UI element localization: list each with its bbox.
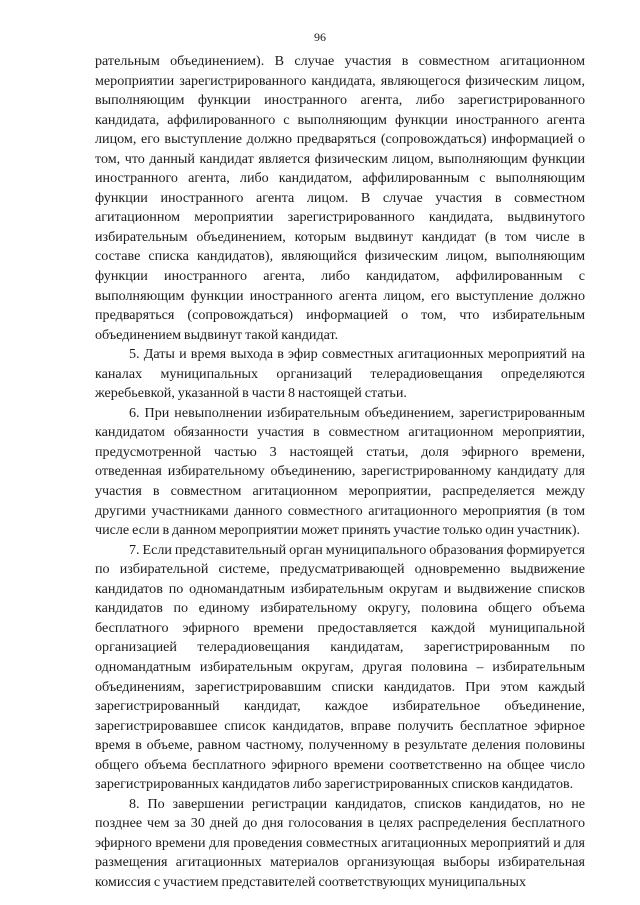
paragraph-7: 7. Если представительный орган муниципального образования формируется по избирательной системе, предусматривающей одновременно выдвижение кандидатов по одномандатным избирательным округам и выдвижение списков кандидатов по единому избирательному округу, половина общего объема бесплатного эфирного времени предоставляется каждой муниципальной организацией телерадиовещания кандидатам, зарегистрированным по одномандатным избирательным округам, другая половина – избирательным объединениям, зарегистрировавшим списки кандидатов. При этом каждый зарегистрированный кандидат, каждое избирательное объединение, зарегистрировавшее список кандидатов, вправе получить бесплатное эфирное время в объеме, равном частному, полученному в результате деления половины общего объема бесплатного эфирного времени соответственно на общее число зарегистрированных кандидатов либо зарегистрированных списков кандидатов. (95, 541, 585, 793)
paragraph-6: 6. При невыполнении избирательным объединением, зарегистрированным кандидатом обязанности участия в совместном агитационном мероприятии, предусмотренной частью 3 настоящей статьи, доля эфирного времени, отведенная избирательному объединению, зарегистрированному кандидату для участия в совместном агитационном мероприятии, распределяется между другими участниками данного совместного агитационного мероприятия (в том числе если в данном мероприятии может принять участие только один участник). (95, 404, 585, 539)
page-number: 96 (314, 30, 326, 44)
document-body (95, 52, 585, 893)
paragraph-continuation: рательным объединением). В случае участия в совместном агитационном мероприятии зарегистрированного кандидата, являющегося физическим лицом, выполняющим функции иностранного агента, либо зарегистрированного кандидата, аффилированного с выполняющим функции иностранного агента лицом, его выступление должно предваряться (сопровождаться) информацией о том, что данный кандидат является физическим лицом, выполняющим функции иностранного агента, либо кандидатом, аффилированным с выполняющим функции иностранного агента лицом. В случае участия в совместном агитационном мероприятии зарегистрированного кандидата, выдвинутого избирательным объединением, которым выдвинут кандидат (в том числе в составе списка кандидатов), являющийся физическим лицом, выполняющим функции иностранного агента, либо кандидатом, аффилированным с выполняющим функции иностранного агента лицом, его выступление должно предваряться (сопровождаться) информацией о том, что избирательным объединением выдвинут такой кандидат. (95, 53, 585, 343)
paragraph-8: 8. По завершении регистрации кандидатов, списков кандидатов, но не позднее чем за 30 дней до дня голосования в целях распределения бесплатного эфирного времени для проведения совместных агитационных мероприятий и для размещения агитационных материалов организующая выборы избирательная комиссия с участием представителей соответствующих муниципальных (95, 795, 585, 890)
paragraph-5: 5. Даты и время выхода в эфир совместных агитационных мероприятий на каналах муниципальных организаций телерадиовещания определяются жеребьевкой, указанной в части 8 настоящей статьи. (95, 346, 585, 402)
